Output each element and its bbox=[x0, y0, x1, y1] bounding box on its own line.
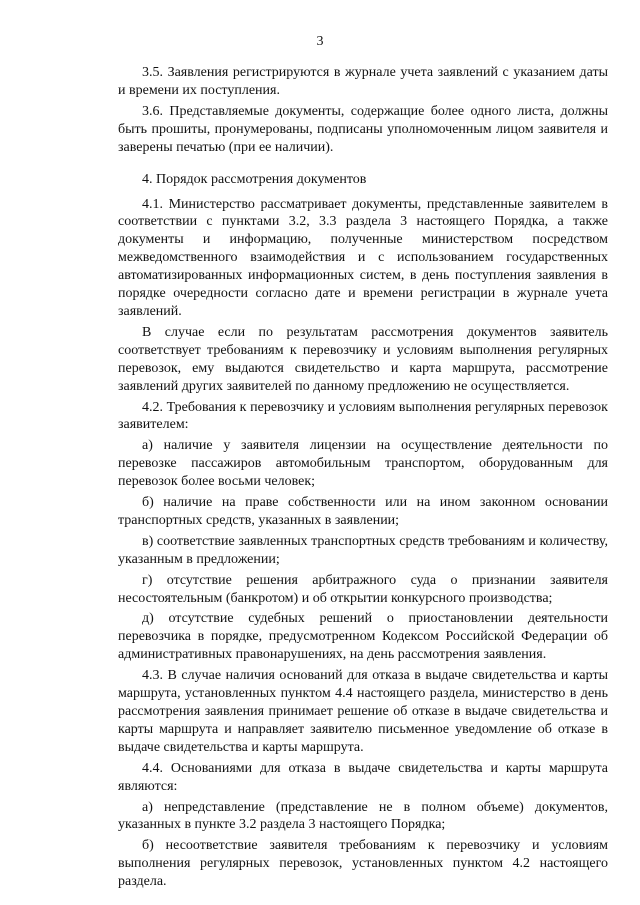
list-item-4-2-g: г) отсутствие решения арбитражного суда о признании заявителя несостоятельным (банкротом) и об открытии конкурсного производства; bbox=[118, 572, 608, 606]
paragraph-3-6: 3.6. Представляемые документы, содержащие более одного листа, должны быть прошиты, пронумерованы, подписаны уполномоченным лицом заявителя и заверены печатью (при ее наличии). bbox=[118, 103, 608, 155]
list-item-4-2-a: а) наличие у заявителя лицензии на осуществление деятельности по перевозке пассажиров автомобильным транспортом, оборудованным для перевозок более восьми человек; bbox=[118, 438, 608, 490]
list-item-4-2-v: в) соответствие заявленных транспортных средств требованиям и количеству, указанным в предложении; bbox=[118, 533, 608, 567]
document-body bbox=[118, 64, 608, 894]
list-item-4-4-b: б) несоответствие заявителя требованиям к перевозчику и условиям выполнения регулярных перевозок, установленных пунктом 4.2 настоящего раздела. bbox=[118, 838, 608, 890]
list-item-4-4-a: а) непредставление (представление не в полном объеме) документов, указанных в пункте 3.2 раздела 3 настоящего Порядка; bbox=[118, 799, 608, 833]
paragraph-4-1: 4.1. Министерство рассматривает документы, представленные заявителем в соответствии с пунктами 3.2, 3.3 раздела 3 настоящего Порядка, а также документы и информацию, полученные министерством посредством межведомственного взаимодействия и с использованием государственных автоматизированных информационных систем, в день поступления заявления в порядке очередности согласно дате и времени регистрации в журнале учета заявлений. bbox=[118, 196, 608, 319]
list-item-4-2-b: б) наличие на праве собственности или на ином законном основании транспортных средств, указанных в заявлении; bbox=[118, 495, 608, 528]
paragraph-4-2: 4.2. Требования к перевозчику и условиям выполнения регулярных перевозок заявителем: bbox=[118, 399, 608, 433]
list-item-4-2-d: д) отсутствие судебных решений о приостановлении деятельности перевозчика в порядке, предусмотренном Кодексом Российской Федерации об административных правонарушениях, на день рассмотрения заявления. bbox=[118, 611, 608, 663]
section-heading-4: 4. Порядок рассмотрения документов bbox=[142, 171, 367, 187]
paragraph-3-5: 3.5. Заявления регистрируются в журнале учета заявлений с указанием даты и времени их поступления. bbox=[118, 65, 608, 98]
paragraph-4-4: 4.4. Основаниями для отказа в выдаче свидетельства и карты маршрута являются: bbox=[118, 760, 608, 794]
paragraph-4-1-result: В случае если по результатам рассмотрения документов заявитель соответствует требованиям к перевозчику и условиям выполнения регулярных перевозок, ему выдаются свидетельство и карта маршрута, рассмотрение заявлений других заявителей по данному предложению не осуществляется. bbox=[118, 324, 608, 394]
page-number: 3 bbox=[316, 34, 324, 49]
paragraph-4-3: 4.3. В случае наличия оснований для отказа в выдаче свидетельства и карты маршрута, установленных пунктом 4.4 настоящего раздела, министерство в день рассмотрения заявления принимает решение об отказе в выдаче свидетельства и карты маршрута и направляет заявителю письменное уведомление об отказе в выдаче свидетельства и карты маршрута. bbox=[118, 668, 608, 755]
